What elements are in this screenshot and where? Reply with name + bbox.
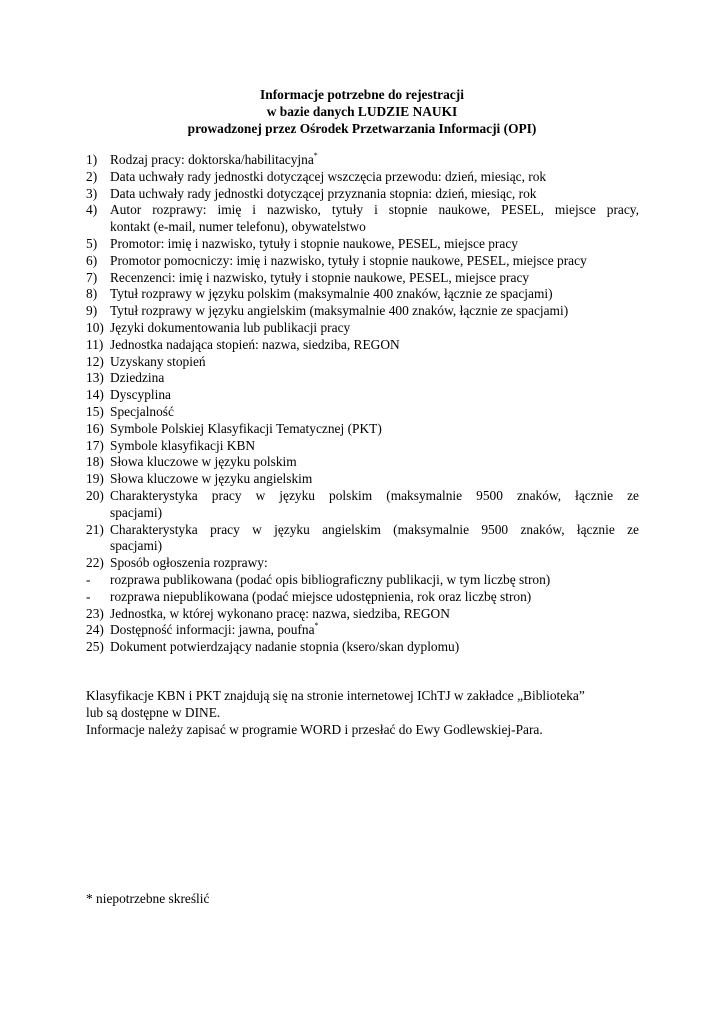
list-item <box>86 522 639 556</box>
list-item <box>86 421 639 438</box>
item-number: 13) <box>86 370 104 386</box>
list-item <box>86 236 639 253</box>
item-text: rozprawa publikowana (podać opis bibliograficzny publikacji, w tym liczbę stron) <box>110 571 551 587</box>
item-number: 8) <box>86 286 98 302</box>
item-number: 1) <box>86 152 98 167</box>
item-number: 17) <box>86 437 104 453</box>
list-item <box>86 488 639 522</box>
item-number: 9) <box>86 303 98 319</box>
item-text: Jednostka, w której wykonano pracę: nazwa, siedziba, REGON <box>110 605 450 621</box>
item-text: Promotor: imię i nazwisko, tytuły i stopnie naukowe, PESEL, miejsce pracy <box>110 235 518 251</box>
item-text: Promotor pomocniczy: imię i nazwisko, tytuły i stopnie naukowe, PESEL, miejsce pracy <box>110 252 587 268</box>
list-item <box>86 303 639 320</box>
item-text: Autor rozprawy: imię i nazwisko, tytuły i stopnie naukowe, PESEL, miejsce pracy, <box>110 202 639 218</box>
list-item <box>86 253 639 270</box>
item-number: 12) <box>86 353 104 369</box>
list-item <box>86 286 639 303</box>
item-number: 4) <box>86 202 98 218</box>
list-item <box>86 555 639 572</box>
item-number: 24) <box>86 622 104 638</box>
asterisk-mark: * <box>314 621 319 631</box>
item-number: 6) <box>86 252 98 268</box>
list-item <box>86 152 639 169</box>
item-text: Dziedzina <box>110 370 165 386</box>
list-subitem <box>86 572 639 589</box>
list-item <box>86 438 639 455</box>
item-number: 22) <box>86 555 104 571</box>
title-line-2: w bazie danych LUDZIE NAUKI <box>266 104 458 119</box>
item-text: Specjalność <box>110 403 174 419</box>
item-text: Recenzenci: imię i nazwisko, tytuły i stopnie naukowe, PESEL, miejsce pracy <box>110 269 530 285</box>
item-text: Charakterystyka pracy w języku polskim (maksymalnie 9500 znaków, łącznie ze <box>110 487 639 503</box>
info-paragraph <box>86 687 646 738</box>
title-line-1: Informacje potrzebne do rejestracji <box>260 87 464 102</box>
item-text-continued: spacjami) <box>110 504 163 520</box>
item-text: Dostępność informacji: jawna, poufna <box>110 622 315 638</box>
list-item <box>86 370 639 387</box>
list-item <box>86 622 639 639</box>
item-number: 25) <box>86 639 104 655</box>
item-number: 20) <box>86 487 104 503</box>
item-text: Tytuł rozprawy w języku polskim (maksymalnie 400 znaków, łącznie ze spacjami) <box>110 286 553 302</box>
item-text: Uzyskany stopień <box>110 353 206 369</box>
title-line-3: prowadzonej przez Ośrodek Przetwarzania Informacji (OPI) <box>187 121 537 136</box>
item-text: Jednostka nadająca stopień: nazwa, siedziba, REGON <box>110 336 400 352</box>
list-item <box>86 169 639 186</box>
item-number: 7) <box>86 269 98 285</box>
info-line-2: lub są dostępne w DINE. <box>86 705 221 720</box>
list-item <box>86 186 639 203</box>
item-number: 11) <box>86 336 104 352</box>
list-item <box>86 354 639 371</box>
list-item <box>86 454 639 471</box>
dash-bullet: - <box>86 588 91 604</box>
info-line-3: Informacje należy zapisać w programie WORD i przesłać do Ewy Godlewskiej-Para. <box>86 722 543 737</box>
item-text-continued: kontakt (e-mail, numer telefonu), obywatelstwo <box>110 219 366 235</box>
requirements-list <box>86 152 639 656</box>
item-text: Dokument potwierdzający nadanie stopnia (ksero/skan dyplomu) <box>110 639 460 655</box>
item-number: 5) <box>86 235 98 251</box>
list-item <box>86 337 639 354</box>
item-text: Tytuł rozprawy w języku angielskim (maksymalnie 400 znaków, łącznie ze spacjami) <box>110 303 569 319</box>
list-item <box>86 606 639 623</box>
item-number: 10) <box>86 319 104 335</box>
item-text: Słowa kluczowe w języku angielskim <box>110 471 313 487</box>
dash-bullet: - <box>86 571 91 587</box>
item-text-continued: spacjami) <box>110 538 163 554</box>
item-text: Charakterystyka pracy w języku angielskim (maksymalnie 9500 znaków, łącznie ze <box>110 521 639 537</box>
item-number: 3) <box>86 185 98 201</box>
item-number: 21) <box>86 521 104 537</box>
item-text: Języki dokumentowania lub publikacji pracy <box>110 319 351 335</box>
info-line-1: Klasyfikacje KBN i PKT znajdują się na stronie internetowej IChTJ w zakładce „Biblioteka” <box>86 688 585 703</box>
list-subitem <box>86 589 639 606</box>
item-number: 14) <box>86 387 104 403</box>
list-item <box>86 404 639 421</box>
item-text: Symbole Polskiej Klasyfikacji Tematycznej (PKT) <box>110 420 382 436</box>
item-number: 2) <box>86 168 98 184</box>
list-item <box>86 387 639 404</box>
item-number: 16) <box>86 420 104 436</box>
list-item <box>86 471 639 488</box>
item-number: 18) <box>86 454 104 470</box>
list-item <box>86 202 639 236</box>
item-text: Data uchwały rady jednostki dotyczącej wszczęcia przewodu: dzień, miesiąc, rok <box>110 168 547 184</box>
list-item <box>86 320 639 337</box>
item-number: 19) <box>86 471 104 487</box>
item-text: rozprawa niepublikowana (podać miejsce udostępnienia, rok oraz liczbę stron) <box>110 588 532 604</box>
item-number: 15) <box>86 403 104 419</box>
list-item <box>86 270 639 287</box>
asterisk-mark: * <box>313 151 318 160</box>
list-item <box>86 639 639 656</box>
item-number: 23) <box>86 605 104 621</box>
footnote: * niepotrzebne skreślić <box>86 891 210 906</box>
item-text: Data uchwały rady jednostki dotyczącej przyznania stopnia: dzień, miesiąc, rok <box>110 185 537 201</box>
item-text: Dyscyplina <box>110 387 171 403</box>
item-text: Rodzaj pracy: doktorska/habilitacyjna <box>110 152 314 167</box>
item-text: Sposób ogłoszenia rozprawy: <box>110 555 268 571</box>
document-title <box>0 86 724 137</box>
item-text: Słowa kluczowe w języku polskim <box>110 454 297 470</box>
item-text: Symbole klasyfikacji KBN <box>110 437 256 453</box>
